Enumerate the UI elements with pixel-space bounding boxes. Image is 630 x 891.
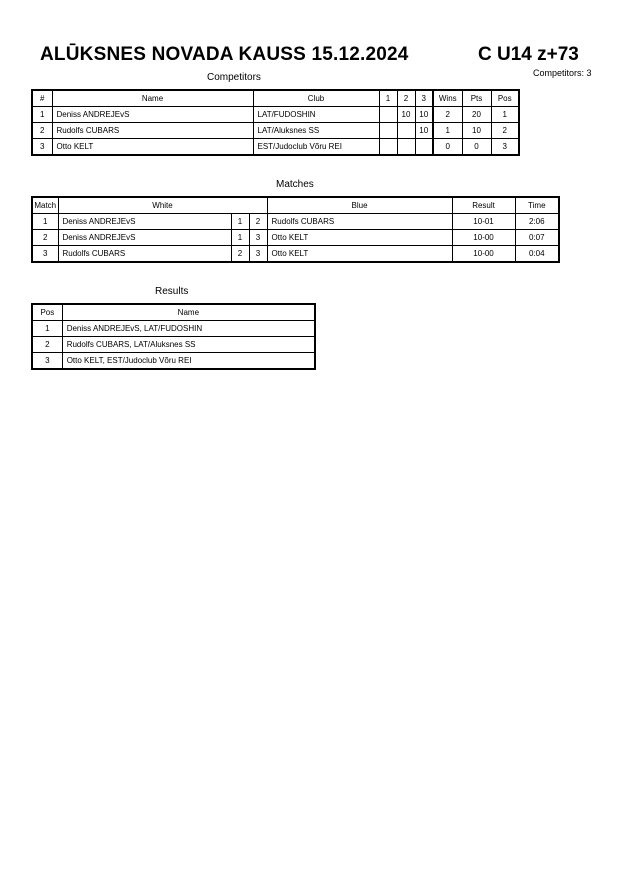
match-result: 10-01 xyxy=(452,214,515,230)
col-score-1: 1 xyxy=(379,90,397,107)
competitor-num: 3 xyxy=(32,139,52,156)
wins-cell: 1 xyxy=(433,123,462,139)
competitor-club: EST/Judoclub Võru REI xyxy=(253,139,379,156)
col-name: Name xyxy=(52,90,253,107)
table-row xyxy=(32,246,559,263)
score-cell xyxy=(379,107,397,123)
result-pos: 1 xyxy=(32,321,62,337)
pos-cell: 3 xyxy=(491,139,519,156)
pos-cell: 1 xyxy=(491,107,519,123)
competitor-num: 1 xyxy=(32,107,52,123)
table-row xyxy=(32,214,559,230)
result-name: Deniss ANDREJEvS, LAT/FUDOSHIN xyxy=(62,321,315,337)
blue-name: Otto KELT xyxy=(267,246,452,263)
match-time: 0:04 xyxy=(515,246,559,263)
competitor-name: Rudolfs CUBARS xyxy=(52,123,253,139)
result-name: Otto KELT, EST/Judoclub Võru REI xyxy=(62,353,315,370)
table-row xyxy=(32,139,519,156)
white-name: Deniss ANDREJEvS xyxy=(58,230,231,246)
score-cell xyxy=(379,123,397,139)
col-white: White xyxy=(58,197,267,214)
category-title: C U14 z+73 xyxy=(478,44,579,65)
wins-cell: 0 xyxy=(433,139,462,156)
match-num: 2 xyxy=(32,230,58,246)
white-name: Rudolfs CUBARS xyxy=(58,246,231,263)
result-name: Rudolfs CUBARS, LAT/Aluksnes SS xyxy=(62,337,315,353)
blue-num: 3 xyxy=(249,246,267,263)
competitor-num: 2 xyxy=(32,123,52,139)
blue-num: 3 xyxy=(249,230,267,246)
pts-cell: 20 xyxy=(462,107,491,123)
results-header-row xyxy=(32,304,315,321)
competitors-header-row xyxy=(32,90,519,107)
results-table xyxy=(31,303,316,370)
pts-cell: 0 xyxy=(462,139,491,156)
table-row xyxy=(32,321,315,337)
score-cell: 10 xyxy=(415,123,433,139)
match-time: 0:07 xyxy=(515,230,559,246)
pts-cell: 10 xyxy=(462,123,491,139)
score-cell: 10 xyxy=(397,107,415,123)
white-name: Deniss ANDREJEvS xyxy=(58,214,231,230)
score-cell xyxy=(397,139,415,156)
table-row xyxy=(32,230,559,246)
score-cell xyxy=(379,139,397,156)
col-pts: Pts xyxy=(462,90,491,107)
col-wins: Wins xyxy=(433,90,462,107)
match-time: 2:06 xyxy=(515,214,559,230)
pos-cell: 2 xyxy=(491,123,519,139)
wins-cell: 2 xyxy=(433,107,462,123)
col-name: Name xyxy=(62,304,315,321)
blue-name: Rudolfs CUBARS xyxy=(267,214,452,230)
competitors-table xyxy=(31,89,520,156)
match-result: 10-00 xyxy=(452,246,515,263)
match-num: 3 xyxy=(32,246,58,263)
col-blue: Blue xyxy=(267,197,452,214)
col-result: Result xyxy=(452,197,515,214)
competitor-club: LAT/Aluksnes SS xyxy=(253,123,379,139)
competitors-count: Competitors: 3 xyxy=(533,68,592,78)
col-pos: Pos xyxy=(491,90,519,107)
blue-name: Otto KELT xyxy=(267,230,452,246)
match-num: 1 xyxy=(32,214,58,230)
col-num: # xyxy=(32,90,52,107)
col-time: Time xyxy=(515,197,559,214)
competitor-name: Otto KELT xyxy=(52,139,253,156)
white-num: 1 xyxy=(231,230,249,246)
matches-header-row xyxy=(32,197,559,214)
col-pos: Pos xyxy=(32,304,62,321)
white-num: 2 xyxy=(231,246,249,263)
matches-table xyxy=(31,196,560,263)
match-result: 10-00 xyxy=(452,230,515,246)
competitor-club: LAT/FUDOSHIN xyxy=(253,107,379,123)
results-label: Results xyxy=(155,286,189,297)
white-num: 1 xyxy=(231,214,249,230)
col-score-2: 2 xyxy=(397,90,415,107)
matches-label: Matches xyxy=(276,179,314,190)
score-cell: 10 xyxy=(415,107,433,123)
competitors-label: Competitors xyxy=(207,72,261,83)
table-row xyxy=(32,107,519,123)
blue-num: 2 xyxy=(249,214,267,230)
score-cell xyxy=(415,139,433,156)
score-cell xyxy=(397,123,415,139)
col-club: Club xyxy=(253,90,379,107)
event-title: ALŪKSNES NOVADA KAUSS 15.12.2024 xyxy=(40,44,409,65)
table-row xyxy=(32,123,519,139)
table-row xyxy=(32,353,315,370)
table-row xyxy=(32,337,315,353)
col-match: Match xyxy=(32,197,58,214)
col-score-3: 3 xyxy=(415,90,433,107)
competitor-name: Deniss ANDREJEvS xyxy=(52,107,253,123)
result-pos: 3 xyxy=(32,353,62,370)
result-pos: 2 xyxy=(32,337,62,353)
